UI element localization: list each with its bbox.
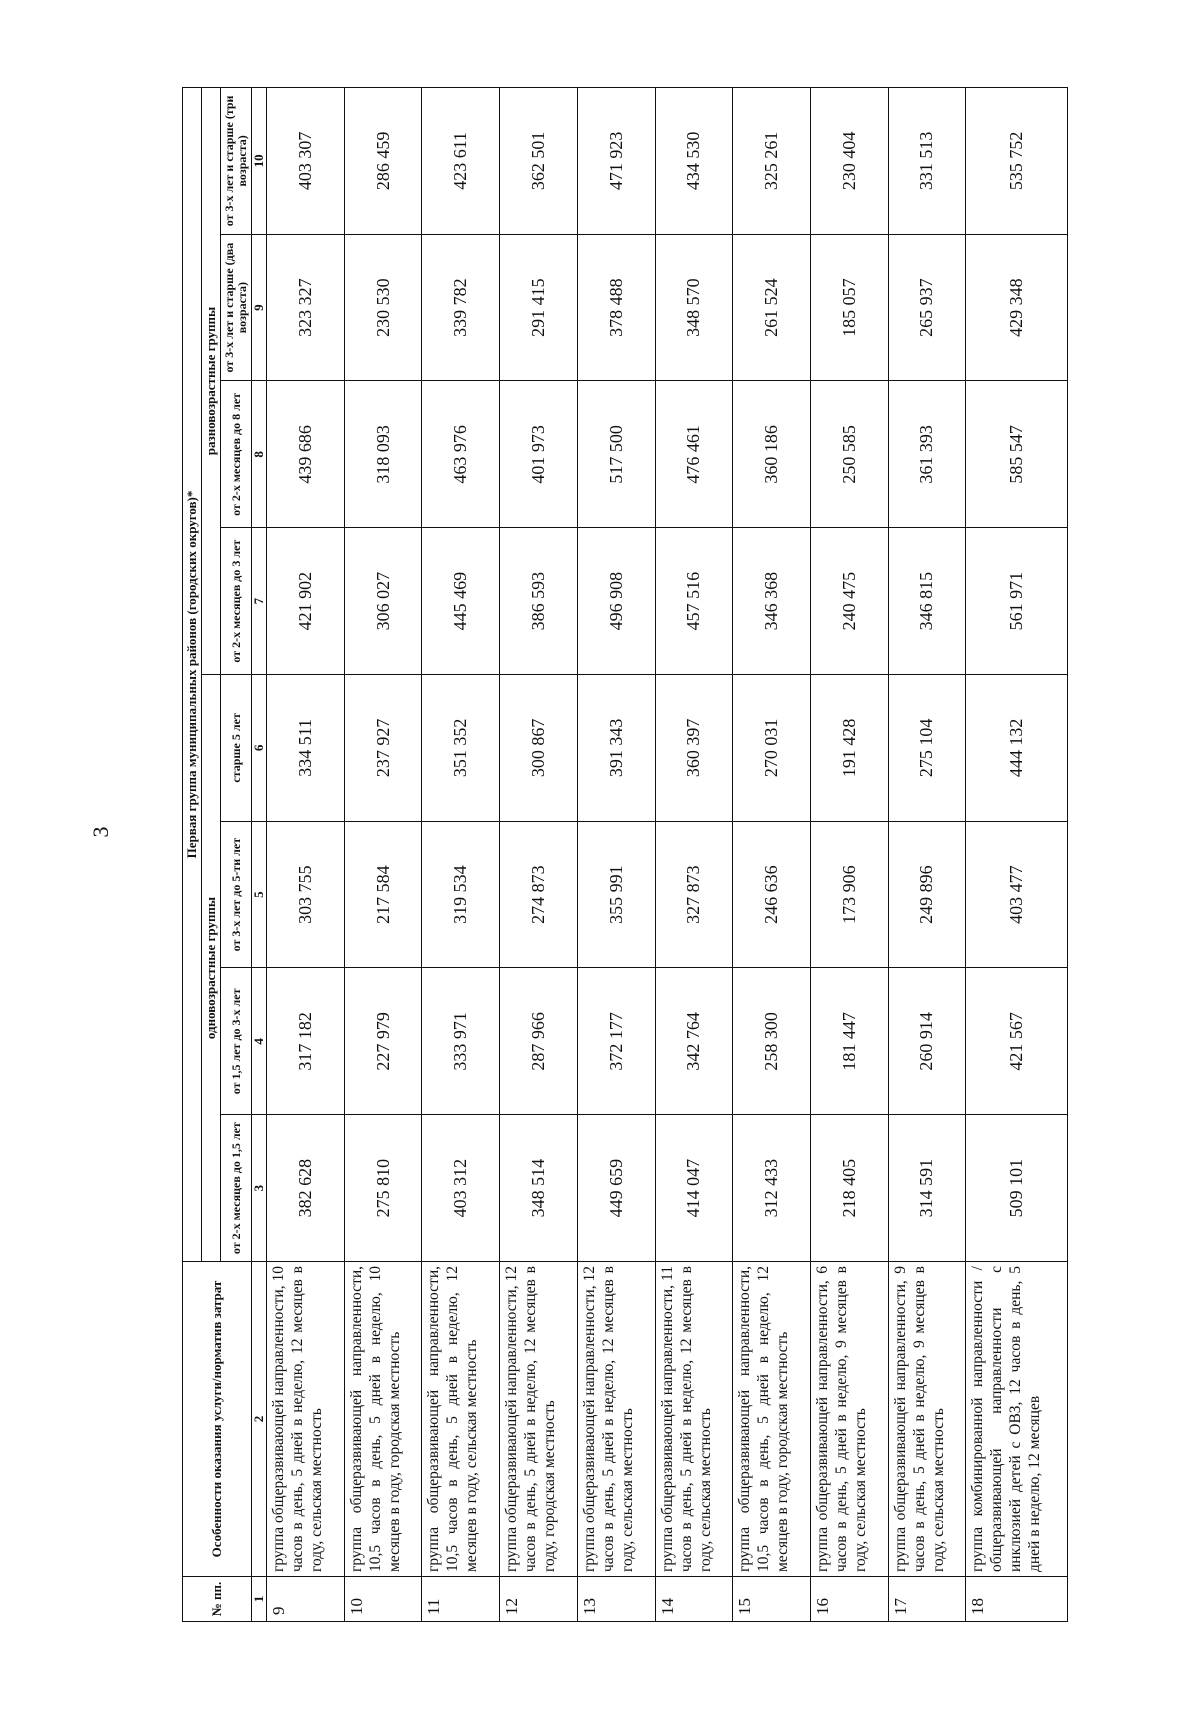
cost-value-cell: 312 433 [733,1115,811,1262]
cost-value-cell: 265 937 [888,234,966,381]
cost-value-cell: 317 182 [267,968,345,1115]
cost-value-cell: 476 461 [655,381,733,528]
cost-value-cell: 401 973 [500,381,578,528]
header-col: от 2-х месяцев до 8 лет [221,381,252,528]
cost-value-cell: 378 488 [577,234,655,381]
header-col: от 3-х лет и старше (три возраста) [221,88,252,235]
cost-value-cell: 346 368 [733,528,811,675]
cost-value-cell: 325 261 [733,88,811,235]
cost-value-cell: 249 896 [888,821,966,968]
cost-norms-table [182,87,1068,1622]
row-description: группа общеразвивающей направленности, 10 часов в день, 5 дней в неделю, 12 месяцев в году, сельская местность [267,1262,345,1577]
cost-value-cell: 535 752 [966,88,1068,235]
rotated-table-container [182,87,1068,1622]
row-number: 12 [500,1577,578,1622]
cost-value-cell: 362 501 [500,88,578,235]
cost-value-cell: 270 031 [733,675,811,822]
cost-value-cell: 517 500 [577,381,655,528]
header-col: от 3-х лет до 5-ти лет [221,821,252,968]
cost-value-cell: 342 764 [655,968,733,1115]
cost-value-cell: 391 343 [577,675,655,822]
row-description: группа общеразвивающей направленности, 12 часов в день, 5 дней в неделю, 12 месяцев в году, городская местность [500,1262,578,1577]
row-description: группа общеразвивающей направленности, 11 часов в день, 5 дней в неделю, 12 месяцев в году, сельская местность [655,1262,733,1577]
cost-value-cell: 463 976 [422,381,500,528]
cost-value-cell: 181 447 [810,968,888,1115]
cost-value-cell: 319 534 [422,821,500,968]
row-number: 13 [577,1577,655,1622]
cost-value-cell: 286 459 [344,88,422,235]
cost-value-cell: 303 755 [267,821,345,968]
row-number: 14 [655,1577,733,1622]
cost-value-cell: 318 093 [344,381,422,528]
column-number: 7 [252,528,267,675]
header-col: старше 5 лет [221,675,252,822]
page-number: 3 [88,826,113,838]
cost-value-cell: 361 393 [888,381,966,528]
cost-value-cell: 260 914 [888,968,966,1115]
cost-value-cell: 449 659 [577,1115,655,1262]
header-col: от 2-х месяцев до 3 лет [221,528,252,675]
cost-value-cell: 509 101 [966,1115,1068,1262]
row-description: группа общеразвивающей направленности, 10,5 часов в день, 5 дней в неделю, 12 месяцев в году, сельская местность [422,1262,500,1577]
cost-value-cell: 306 027 [344,528,422,675]
cost-value-cell: 439 686 [267,381,345,528]
row-description: группа общеразвивающей направленности, 12 часов в день, 5 дней в неделю, 12 месяцев в году, сельская местность [577,1262,655,1577]
row-number: 9 [267,1577,345,1622]
cost-value-cell: 585 547 [966,381,1068,528]
column-number: 5 [252,821,267,968]
table-row [733,88,811,1622]
cost-value-cell: 274 873 [500,821,578,968]
cost-value-cell: 355 991 [577,821,655,968]
cost-value-cell: 496 908 [577,528,655,675]
cost-value-cell: 339 782 [422,234,500,381]
cost-value-cell: 372 177 [577,968,655,1115]
column-number: 2 [252,1262,267,1577]
cost-value-cell: 434 530 [655,88,733,235]
table-row [267,88,345,1622]
row-description: группа общеразвивающей направленности, 10,5 часов в день, 5 дней в неделю, 12 месяцев в году, городская местность [733,1262,811,1577]
cost-value-cell: 561 971 [966,528,1068,675]
cost-value-cell: 421 567 [966,968,1068,1115]
cost-value-cell: 444 132 [966,675,1068,822]
column-number: 6 [252,675,267,822]
column-number: 8 [252,381,267,528]
cost-value-cell: 334 511 [267,675,345,822]
row-number: 15 [733,1577,811,1622]
table-row [888,88,966,1622]
header-col: от 3-х лет и старше (два возраста) [221,234,252,381]
cost-value-cell: 218 405 [810,1115,888,1262]
cost-value-cell: 403 307 [267,88,345,235]
cost-value-cell: 327 873 [655,821,733,968]
table-row [422,88,500,1622]
row-description: группа общеразвивающей направленности, 6 часов в день, 5 дней в неделю, 9 месяцев в году, сельская местность [810,1262,888,1577]
cost-value-cell: 173 906 [810,821,888,968]
cost-value-cell: 291 415 [500,234,578,381]
table-row [966,88,1068,1622]
cost-value-cell: 386 593 [500,528,578,675]
cost-value-cell: 185 057 [810,234,888,381]
column-number: 1 [252,1577,267,1622]
cost-value-cell: 403 312 [422,1115,500,1262]
cost-value-cell: 258 300 [733,968,811,1115]
cost-value-cell: 275 810 [344,1115,422,1262]
column-number: 3 [252,1115,267,1262]
header-col: от 2-х месяцев до 1,5 лет [221,1115,252,1262]
cost-value-cell: 429 348 [966,234,1068,381]
cost-value-cell: 403 477 [966,821,1068,968]
cost-value-cell: 287 966 [500,968,578,1115]
cost-value-cell: 414 047 [655,1115,733,1262]
cost-value-cell: 250 585 [810,381,888,528]
cost-value-cell: 217 584 [344,821,422,968]
cost-value-cell: 230 404 [810,88,888,235]
cost-value-cell: 348 514 [500,1115,578,1262]
header-group-title: Первая группа муниципальных районов (городских округов)* [183,88,202,1262]
column-number: 10 [252,88,267,235]
row-number: 10 [344,1577,422,1622]
cost-value-cell: 360 186 [733,381,811,528]
table-row [655,88,733,1622]
cost-value-cell: 227 979 [344,968,422,1115]
cost-value-cell: 351 352 [422,675,500,822]
cost-value-cell: 191 428 [810,675,888,822]
header-idx: № пп. [183,1577,252,1622]
header-col: от 1,5 лет до 3-х лет [221,968,252,1115]
cost-value-cell: 331 513 [888,88,966,235]
row-description: группа комбинированной направленности / общеразвивающей направленности с инклюзией детей с ОВЗ, 12 часов в день, 5 дней в неделю, 12 месяцев [966,1262,1068,1577]
cost-value-cell: 346 815 [888,528,966,675]
table-row [344,88,422,1622]
table-row [810,88,888,1622]
row-number: 11 [422,1577,500,1622]
header-description: Особенности оказания услуги/норматив затрат [183,1262,252,1577]
cost-value-cell: 421 902 [267,528,345,675]
row-description: группа общеразвивающей направленности, 9 часов в день, 5 дней в неделю, 9 месяцев в году, сельская местность [888,1262,966,1577]
cost-value-cell: 457 516 [655,528,733,675]
cost-value-cell: 246 636 [733,821,811,968]
cost-value-cell: 323 327 [267,234,345,381]
cost-value-cell: 261 524 [733,234,811,381]
cost-value-cell: 300 867 [500,675,578,822]
table-row [500,88,578,1622]
cost-value-cell: 471 923 [577,88,655,235]
cost-value-cell: 314 591 [888,1115,966,1262]
cost-value-cell: 348 570 [655,234,733,381]
row-number: 16 [810,1577,888,1622]
cost-value-cell: 240 475 [810,528,888,675]
cost-value-cell: 237 927 [344,675,422,822]
cost-value-cell: 230 530 [344,234,422,381]
cost-value-cell: 423 611 [422,88,500,235]
column-number: 9 [252,234,267,381]
cost-value-cell: 382 628 [267,1115,345,1262]
cost-value-cell: 445 469 [422,528,500,675]
header-single-age: одновозрастные группы [202,675,221,1262]
column-number: 4 [252,968,267,1115]
table-row [577,88,655,1622]
row-number: 18 [966,1577,1068,1622]
cost-value-cell: 275 104 [888,675,966,822]
cost-value-cell: 360 397 [655,675,733,822]
cost-value-cell: 333 971 [422,968,500,1115]
row-number: 17 [888,1577,966,1622]
header-mixed-age: разновозрастные группы [202,88,221,675]
row-description: группа общеразвивающей направленности, 10,5 часов в день, 5 дней в неделю, 10 месяцев в году, городская местность [344,1262,422,1577]
